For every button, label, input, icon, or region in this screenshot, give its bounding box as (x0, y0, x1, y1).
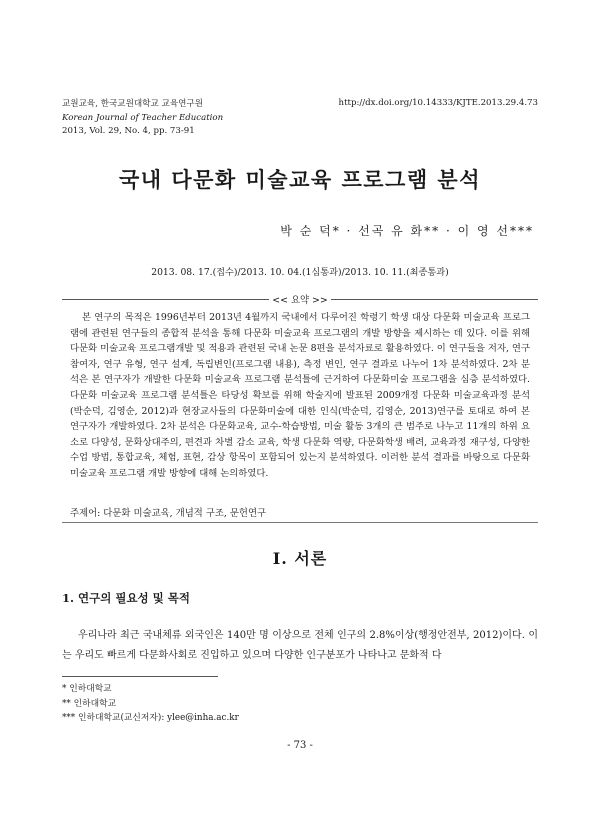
keywords-divider (62, 522, 538, 523)
abstract-heading (62, 292, 538, 306)
author-list: 박 순 덕* · 선곡 유 화** · 이 영 선*** (280, 224, 534, 238)
subsection-title: 1. 연구의 필요성 및 목적 (62, 591, 190, 605)
footnote-item: ** 인하대학교 (62, 698, 117, 709)
body-paragraph: 우리나라 최근 국내체류 외국인은 140만 명 이상으로 전체 인구의 2.8%이상(행정안전부, 2012)이다. 이는 우리도 빠르게 다문화사회로 진입하고 있으며 다양한 인구분포가 나타나고 문화적 다 (62, 630, 538, 661)
doi-link[interactable]: http://dx.doi.org/10.14333/KJTE.2013.29.4.73 (338, 98, 538, 108)
page-number: - 73 - (287, 740, 313, 751)
footnotes (62, 682, 239, 726)
abstract-label: << 요약 >> (272, 295, 328, 306)
footnote-item: * 인하대학교 (62, 684, 112, 694)
keywords: 주제어: 다문화 미술교육, 개념적 구조, 문헌연구 (70, 508, 267, 519)
footnote-divider (62, 676, 218, 677)
abstract-rule-right (331, 299, 538, 300)
paper-title: 국내 다문화 미술교육 프로그램 분석 (118, 167, 482, 192)
volume-info: 2013, Vol. 29, No. 4, pp. 73-91 (62, 126, 195, 136)
journal-name-english: Korean Journal of Teacher Education (62, 112, 224, 123)
section-title: Ⅰ. 서론 (272, 549, 328, 568)
abstract-text: 본 연구의 목적은 1996년부터 2013년 4월까지 국내에서 다루어진 학령기 학생 대상 다문화 미술교육 프로그램에 관련된 연구들의 종합적 분석을 통해 다문화 미술교육 프로그램의 개발 방향을 제시하는 데 있다. 이를 위해 다문화 미술교육 프로그램개발 및 적용과 관련된 국내 논문 8편을 분석자료로 활용하였다. 이 연구들을 저자, 연구 참여자, 연구 유형, 연구 설계, 독립변인(프로그램 내용), 측정 변인, 연구 결과로 나누어 1차 분석하였다. 2차 분석은 본 연구자가 개발한 다문화 미술교육 프로그램 분석틀에 근거하여 다문화미술 프로그램을 심층 분석하였다. 다문화 미술교육 프로그램 분석틀은 타당성 확보를 위해 학술지에 발표된 2009개정 다문화 미술교육과정 분석(박순덕, 김영순, 2012)과 현장교사들의 다문화미술에 대한 인식(박순덕, 김영순, 2013)연구를 토대로 하여 본 연구자가 개발하였다. 2차 분석은 다문화교육, 교수-학습방법, 미술 활동 3개의 큰 범주로 나누고 11개의 하위 요소로 다양성, 문화상대주의, 편견과 차별 감소 교육, 학생 다문화 역량, 다문화학생 배려, 교육과정 재구성, 다양한 수업 방법, 통합교육, 체험, 표현, 감상 항목이 포함되어 있는지 분석하였다. 이러한 분석 결과를 바탕으로 다문화 미술교육 프로그램 개발 방향에 대해 논의하였다. (70, 312, 530, 479)
footnote-item: *** 인하대학교(교신저자): ylee@inha.ac.kr (62, 713, 239, 723)
journal-name-korean: 교원교육, 한국교원대학교 교육연구원 (62, 99, 204, 109)
journal-header (62, 98, 223, 139)
submission-dates: 2013. 08. 17.(접수)/2013. 10. 04.(1심통과)/2013. 10. 11.(최종통과) (151, 267, 449, 278)
